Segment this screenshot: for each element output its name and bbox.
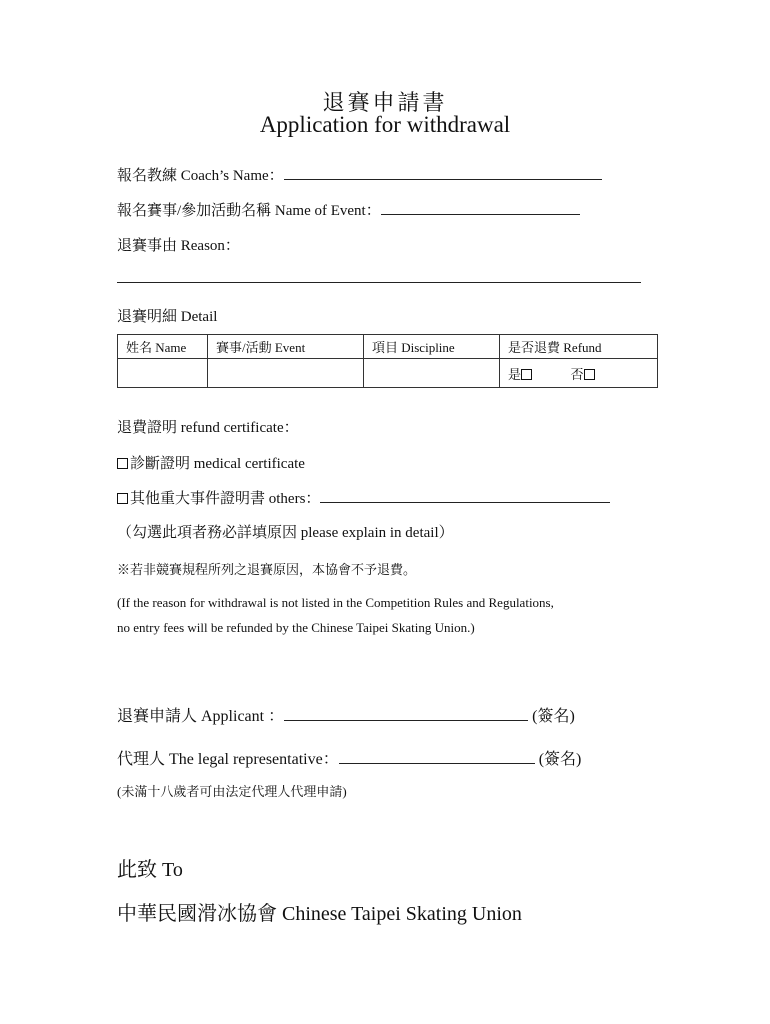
others-checkbox[interactable] xyxy=(117,493,128,504)
representative-signature-field[interactable] xyxy=(339,749,535,764)
applicant-label: 退賽申請人 Applicant ： xyxy=(117,708,285,725)
refund-no-checkbox[interactable] xyxy=(584,369,595,380)
header-discipline: 項目 Discipline xyxy=(364,335,500,359)
reason-label: 退賽事由 Reason： xyxy=(117,238,240,254)
refund-no-label: 否 xyxy=(570,366,584,382)
refund-certificate-label: 退費證明 refund certificate： xyxy=(117,420,299,436)
coach-name-field[interactable] xyxy=(284,165,602,180)
form-title-chinese: 退賽申請書 xyxy=(322,90,448,115)
applicant-sign-label: (簽名) xyxy=(532,708,575,725)
notice-chinese: ※若非競賽規程所列之退賽原因，本協會不予退費。 xyxy=(117,562,417,577)
event-name-label: 報名賽事/參加活動名稱 Name of Event： xyxy=(117,203,381,219)
coach-name-label: 報名教練 Coach’s Name： xyxy=(117,168,284,184)
header-name: 姓名 Name xyxy=(118,335,208,359)
closing-to: 此致 To xyxy=(117,859,183,881)
notice-english-line-1: (If the reason for withdrawal is not listed in the Competition Rules and Regulations, xyxy=(117,595,554,610)
explain-note: （勾選此項者務必詳填原因 please explain in detail） xyxy=(117,525,454,541)
refund-cell xyxy=(500,359,658,388)
form-title-english: Application for withdrawal xyxy=(259,112,511,137)
detail-table xyxy=(117,334,658,388)
event-name-row xyxy=(117,199,580,220)
medical-certificate-label: 診斷證明 medical certificate xyxy=(130,456,305,472)
closing-recipient: 中華民國滑冰協會 Chinese Taipei Skating Union xyxy=(117,903,522,925)
discipline-cell[interactable] xyxy=(364,359,500,388)
detail-label: 退賽明細 Detail xyxy=(117,309,218,325)
medical-certificate-checkbox[interactable] xyxy=(117,458,128,469)
header-event: 賽事/活動 Event xyxy=(208,335,364,359)
detail-header-row xyxy=(118,335,658,359)
reason-row xyxy=(117,268,641,288)
representative-row xyxy=(117,746,581,769)
applicant-row xyxy=(117,703,575,726)
refund-yes-checkbox[interactable] xyxy=(521,369,532,380)
representative-note: (未滿十八歲者可由法定代理人代理申請) xyxy=(117,784,347,799)
representative-sign-label: (簽名) xyxy=(538,751,582,768)
coach-name-row xyxy=(117,164,602,185)
notice-english-line-2: no entry fees will be refunded by the Chinese Taipei Skating Union.) xyxy=(117,620,475,635)
event-name-field[interactable] xyxy=(381,200,580,215)
name-cell[interactable] xyxy=(118,359,208,388)
detail-entry-row xyxy=(118,359,658,388)
header-refund: 是否退費 Refund xyxy=(500,335,658,359)
others-row xyxy=(117,487,610,508)
applicant-signature-field[interactable] xyxy=(284,706,528,721)
event-cell[interactable] xyxy=(208,359,364,388)
medical-certificate-row xyxy=(117,452,305,473)
reason-field[interactable] xyxy=(117,268,641,283)
refund-yes-label: 是 xyxy=(508,366,522,382)
others-label: 其他重大事件證明書 others： xyxy=(130,491,321,507)
representative-label: 代理人 The legal representative： xyxy=(117,751,339,768)
others-field[interactable] xyxy=(320,488,610,503)
